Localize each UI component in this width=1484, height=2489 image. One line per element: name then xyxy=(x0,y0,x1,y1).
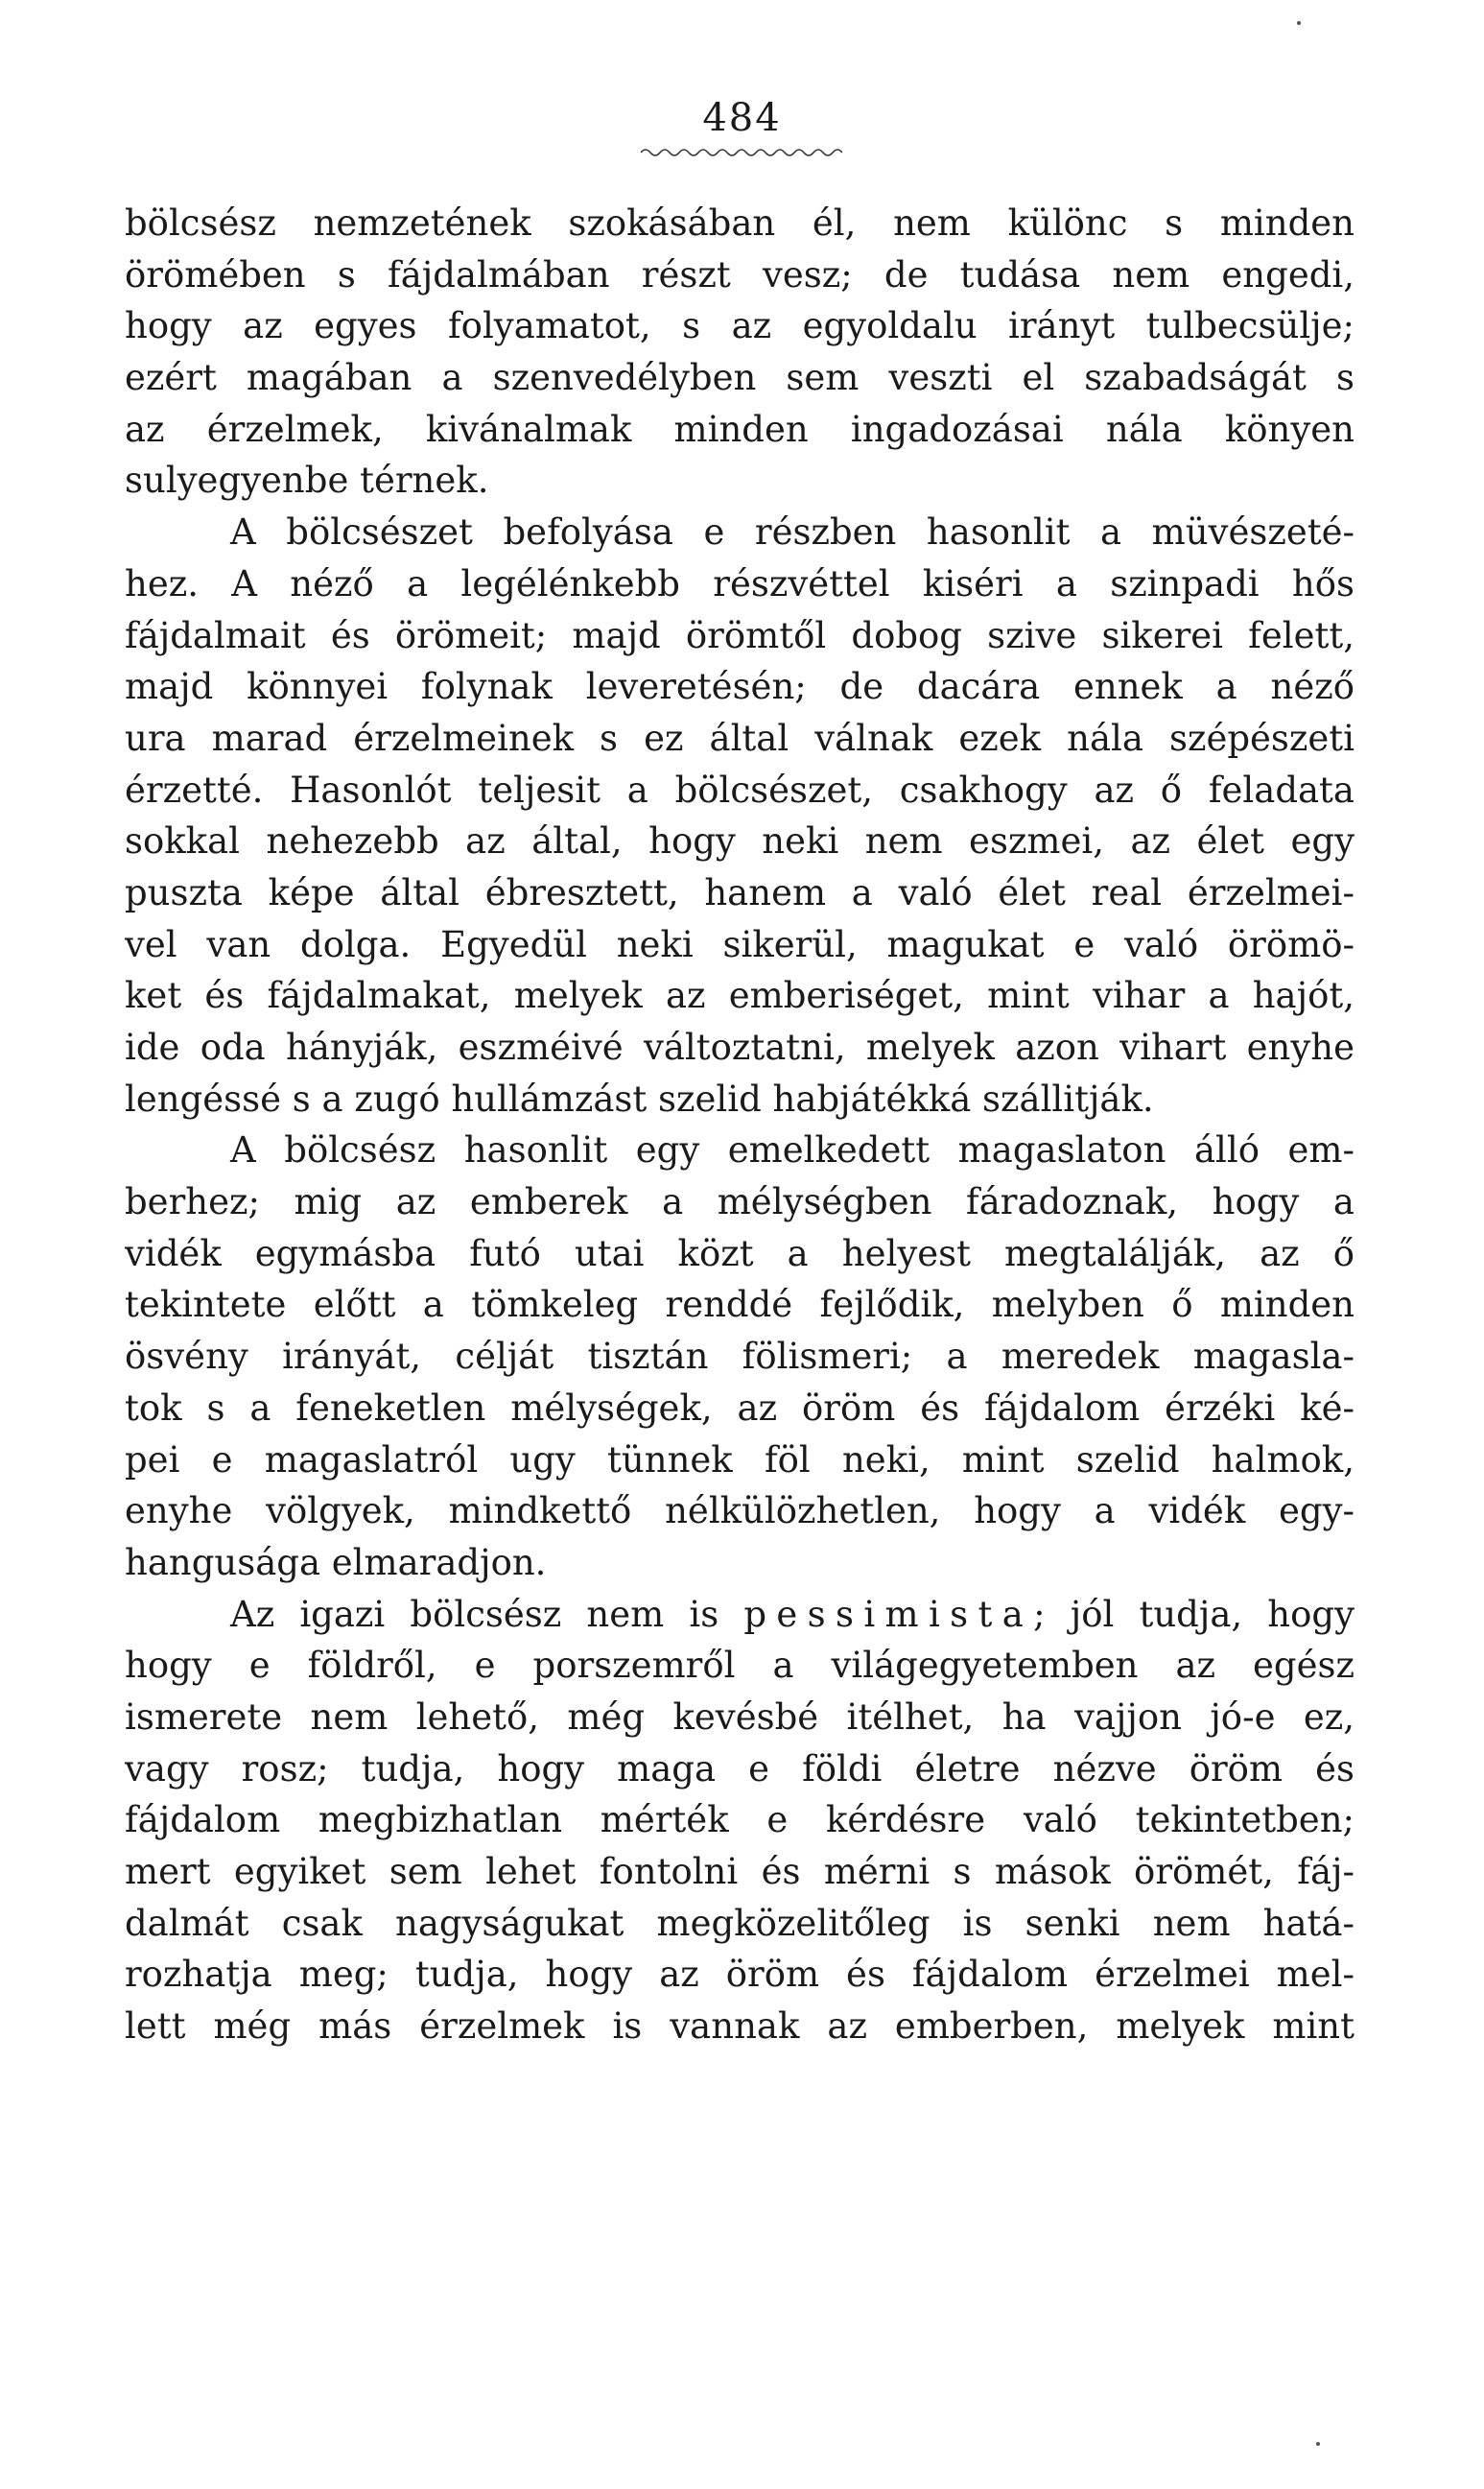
page-number: 484 xyxy=(702,96,782,140)
ornament-divider xyxy=(641,146,842,159)
text-line: majd könnyei folynak leveretésén; de dacára ennek a néző xyxy=(125,666,1354,708)
text-line: fájdalmait és örömeit; majd örömtől dobog szive sikerei felett, xyxy=(125,614,1354,656)
text-line: vagy rosz; tudja, hogy maga e földi életre nézve öröm és xyxy=(125,1747,1354,1790)
text-line-emphasis xyxy=(125,1589,1354,1641)
text-line: ösvény irányát, célját tisztán fölismeri; a meredek magasla- xyxy=(125,1336,1354,1378)
text-line: mert egyiket sem lehet fontolni és mérni s mások örömét, fáj- xyxy=(125,1851,1354,1892)
text-line: rozhatja meg; tudja, hogy az öröm és fájdalom érzelmei mel- xyxy=(125,1954,1354,1996)
text-line: ura marad érzelmeinek s ez által válnak ezek nála szépészeti xyxy=(125,717,1354,759)
text-line: vel van dolga. Egyedül neki sikerül, magukat e való örömö- xyxy=(125,923,1354,965)
spaced-word: pessimista xyxy=(743,1593,1034,1635)
scan-speck xyxy=(1316,2442,1320,2446)
text-line: berhez; mig az emberek a mélységben fáradoznak, hogy a xyxy=(125,1181,1354,1223)
text-line: lett még más érzelmek is vannak az emberben, melyek mint xyxy=(125,2005,1354,2048)
text-line: ket és fájdalmakat, melyek az emberiséget, mint vihar a hajót, xyxy=(125,975,1354,1017)
text-line: fájdalom megbizhatlan mérték e kérdésre való tekintetben; xyxy=(125,1799,1354,1841)
text-line: hogy e földről, e porszemről a világegyetemben az egész xyxy=(125,1645,1354,1687)
text-line: hez. A néző a legélénkebb részvéttel kiséri a szinpadi hős xyxy=(125,562,1354,604)
text-line: tok s a feneketlen mélységek, az öröm és fájdalom érzéki ké- xyxy=(125,1387,1354,1429)
text-line: örömében s fájdalmában részt vesz; de tudása nem engedi, xyxy=(125,253,1354,296)
text-line: enyhe völgyek, mindkettő nélkülözhetlen, hogy a vidék egy- xyxy=(125,1490,1354,1532)
line-end: ; jól tudja, hogy xyxy=(1033,1593,1354,1635)
text-line: az érzelmek, kivánalmak minden ingadozásai nála könyen xyxy=(125,408,1354,450)
text-line: ismerete nem lehető, még kevésbé itélhet, ha vajjon jó-e ez, xyxy=(125,1695,1354,1738)
text-line: ide oda hányják, eszméivé változtatni, melyek azon vihart enyhe xyxy=(125,1027,1354,1068)
text-line: sulyegyenbe térnek. xyxy=(125,460,489,502)
body-text xyxy=(125,198,1354,2052)
line-start: Az igazi bölcsész nem is xyxy=(230,1593,744,1635)
scan-speck xyxy=(1297,21,1301,25)
text-line: sokkal nehezebb az által, hogy neki nem eszmei, az élet egy xyxy=(125,820,1354,863)
text-line: A bölcsészet befolyása e részben hasonlit a müvészeté- xyxy=(230,511,1354,554)
text-line: dalmát csak nagyságukat megközelitőleg is senki nem hatá- xyxy=(125,1902,1354,1944)
text-line: bölcsész nemzetének szokásában él, nem különc s minden xyxy=(125,202,1354,244)
text-line: érzetté. Hasonlót teljesit a bölcsészet, csakhogy az ő feladata xyxy=(125,769,1354,811)
text-line: A bölcsész hasonlit egy emelkedett magaslaton álló em- xyxy=(230,1129,1354,1172)
text-line: pei e magaslatról ugy tünnek föl neki, mint szelid halmok, xyxy=(125,1438,1354,1481)
text-line: vidék egymásba futó utai közt a helyest megtalálják, az ő xyxy=(125,1232,1354,1274)
text-line: tekintete előtt a tömkeleg renddé fejlődik, melyben ő minden xyxy=(125,1284,1354,1326)
text-line: puszta képe által ébresztett, hanem a való élet real érzelmei- xyxy=(125,871,1354,913)
text-line: ezért magában a szenvedélyben sem veszti el szabadságát s xyxy=(125,357,1354,399)
text-line: hogy az egyes folyamatot, s az egyoldalu irányt tulbecsülje; xyxy=(125,305,1354,347)
text-line: hangusága elmaradjon. xyxy=(125,1541,547,1583)
text-line: lengéssé s a zugó hullámzást szelid habjátékká szállitják. xyxy=(125,1078,1154,1120)
